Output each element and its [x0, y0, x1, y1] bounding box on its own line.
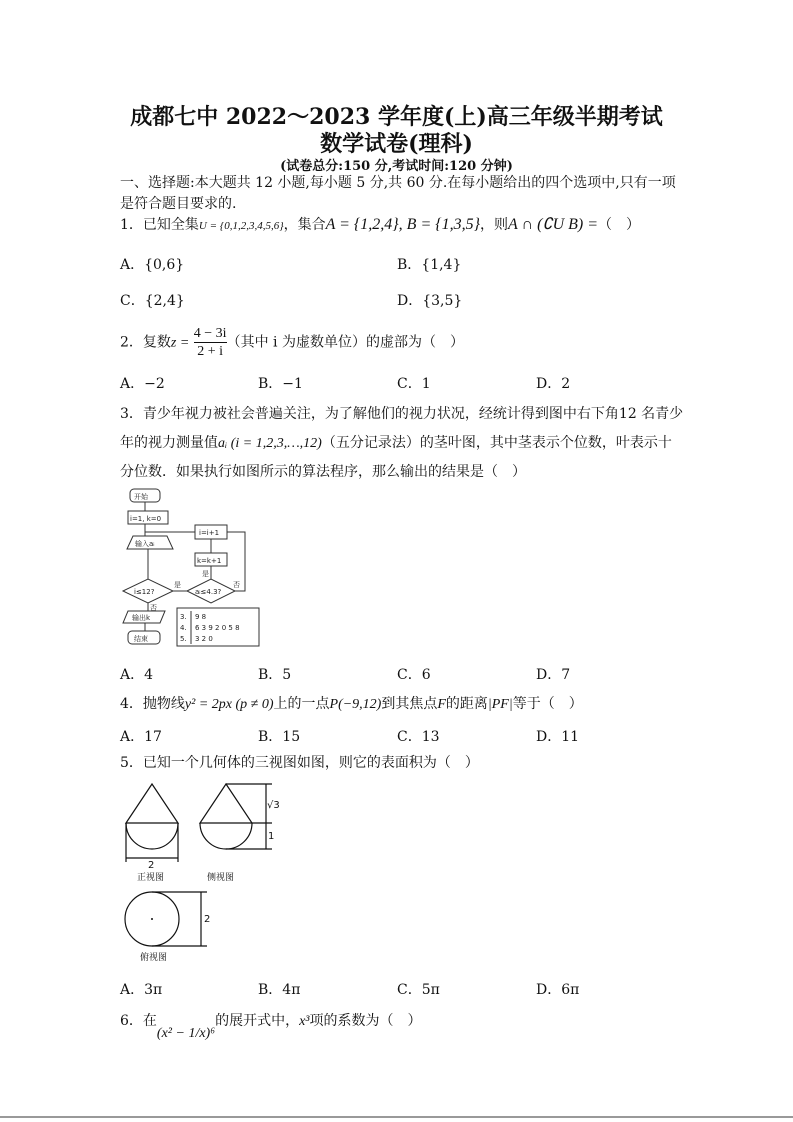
q4-text: 等于（ ）	[512, 696, 583, 712]
leaves-3: 3 2 0	[195, 635, 213, 643]
question-2	[120, 325, 464, 360]
flow-output: 输出k	[132, 614, 151, 622]
q1-option-d: D．{3,5}	[397, 293, 463, 309]
q1-math-expression: A ∩ (∁U B) =	[508, 216, 599, 233]
section-instructions-line2: 是符合题目要求的.	[120, 196, 237, 212]
stem-1: 3.	[180, 613, 187, 621]
flow-inc-k: k=k+1	[197, 557, 222, 565]
q6-text: 在	[142, 1013, 157, 1029]
question-6	[120, 1010, 422, 1041]
q2-numerator: 4 − 3i	[193, 326, 227, 341]
front-view-label: 正视图	[137, 873, 165, 883]
q1-option-b: B．{1,4}	[397, 257, 462, 273]
q4-math-focus: F	[437, 697, 446, 712]
flow-yes2: 是	[202, 570, 209, 578]
stem-3: 5.	[180, 635, 187, 643]
q1-text: ，集合	[283, 217, 326, 233]
q1-text: ，则	[480, 217, 509, 233]
q6-text: 的展开式中，	[215, 1013, 300, 1029]
leaves-2: 6 3 9 2 0 5 8	[195, 624, 240, 632]
q2-option-b: B．−1	[258, 376, 303, 392]
q1-answer-paren: （ ）	[598, 217, 641, 233]
flow-init: i=1, k=0	[130, 515, 162, 523]
q1-option-a: A．{0,6}	[120, 257, 185, 273]
q5-option-d: D．6π	[536, 982, 580, 998]
flow-cond1: i≤12?	[134, 588, 155, 596]
q1-text: 已知全集	[142, 217, 199, 233]
q5-three-views-figure	[115, 772, 295, 967]
flow-yes1: 是	[174, 581, 181, 589]
flow-no2: 否	[233, 581, 240, 589]
q5-number: 5．	[120, 755, 143, 771]
q4-math-point: P(−9,12)	[329, 697, 382, 712]
q5-option-c: C．5π	[397, 982, 440, 998]
q1-number: 1．	[120, 217, 143, 233]
q1-math-sets: A = {1,2,4}, B = {1,3,5}	[325, 216, 481, 233]
dim-width-label: 2	[148, 860, 155, 871]
q5-option-b: B．4π	[258, 982, 301, 998]
flow-cond2: aᵢ≤4.3?	[195, 588, 222, 596]
dim-one-label: 1	[268, 831, 275, 842]
q4-math-distance: |PF|	[487, 697, 513, 712]
q5-text: 已知一个几何体的三视图如图，则它的表面积为（ ）	[142, 755, 479, 771]
q4-text: 的距离	[445, 696, 488, 712]
dim-sqrt3-label: √3	[267, 800, 280, 811]
question-3-line3: 分位数．如果执行如图所示的算法程序，那么输出的结果是（ ）	[120, 464, 526, 480]
q3-math: aᵢ (i = 1,2,3,…,12)	[218, 436, 322, 451]
flow-end: 结束	[134, 635, 148, 643]
q3-text: 青少年视力被社会普遍关注，为了解他们的视力状况，经统计得到图中右下角12 名青少	[142, 406, 684, 422]
question-3-line1	[120, 403, 683, 423]
q3-option-c: C．6	[397, 667, 431, 683]
question-4	[120, 693, 583, 713]
q4-text: 到其焦点	[381, 696, 438, 712]
q3-option-b: B．5	[258, 667, 292, 683]
q4-option-a: A．17	[120, 729, 162, 745]
q2-number: 2．	[120, 334, 143, 351]
exam-info: (试卷总分:150 分,考试时间:120 分钟)	[280, 159, 513, 174]
q2-option-d: D．2	[536, 376, 571, 392]
q2-option-a: A．−2	[120, 376, 165, 392]
exam-title: 成都七中 2022～2023 学年度(上)高三年级半期考试	[130, 104, 663, 130]
q2-option-c: C．1	[397, 376, 431, 392]
q3-option-d: D．7	[536, 667, 571, 683]
q2-fraction	[194, 325, 227, 360]
q2-text: 复数	[142, 334, 171, 351]
q4-text: 上的一点	[273, 696, 330, 712]
q6-math-binomial: (x² − 1/x)⁶	[156, 1026, 216, 1041]
q3-text: 年的视力测量值	[120, 435, 218, 451]
flow-inc-i: i=i+1	[199, 529, 220, 537]
top-view-label: 俯视图	[140, 953, 168, 963]
section-instructions-line1: 一、选择题:本大题共 12 小题,每小题 5 分,共 60 分.在每小题给出的四个选项中,只有一项	[120, 175, 676, 191]
q4-option-d: D．11	[536, 729, 580, 745]
question-5	[120, 752, 479, 772]
q1-math-universal: U = {0,1,2,3,4,5,6}	[198, 220, 284, 232]
stem-2: 4.	[180, 624, 187, 632]
q4-option-b: B．15	[258, 729, 301, 745]
q3-flowchart	[115, 483, 265, 648]
question-1	[120, 214, 640, 234]
q3-number: 3．	[120, 406, 143, 422]
leaves-1: 9 8	[195, 613, 207, 621]
q6-math-term: x³	[299, 1014, 310, 1029]
exam-subtitle: 数学试卷(理科)	[320, 131, 473, 157]
q4-text: 抛物线	[142, 696, 185, 712]
q6-text: 项的系数为（ ）	[309, 1013, 422, 1029]
flow-no1: 否	[150, 604, 157, 612]
q1-option-c: C．{2,4}	[120, 293, 185, 309]
flow-input: 输入aᵢ	[135, 540, 155, 548]
dim-diameter-label: 2	[204, 914, 211, 925]
side-view-label: 侧视图	[207, 873, 235, 883]
q3-text: （五分记录法）的茎叶图，其中茎表示个位数，叶表示十	[321, 435, 672, 451]
flow-start: 开始	[134, 493, 148, 501]
q4-option-c: C．13	[397, 729, 440, 745]
q2-text: （其中 i 为虚数单位）的虚部为（ ）	[226, 334, 464, 351]
question-3-line2	[120, 432, 672, 452]
page-bottom-divider	[0, 1116, 793, 1118]
q2-denominator: 2 + i	[197, 344, 224, 359]
q6-number: 6．	[120, 1013, 143, 1029]
q2-math-z: z =	[170, 335, 190, 351]
q5-option-a: A．3π	[120, 982, 163, 998]
q3-option-a: A．4	[120, 667, 154, 683]
q4-math-parabola: y² = 2px (p ≠ 0)	[184, 697, 274, 712]
q4-number: 4．	[120, 696, 143, 712]
